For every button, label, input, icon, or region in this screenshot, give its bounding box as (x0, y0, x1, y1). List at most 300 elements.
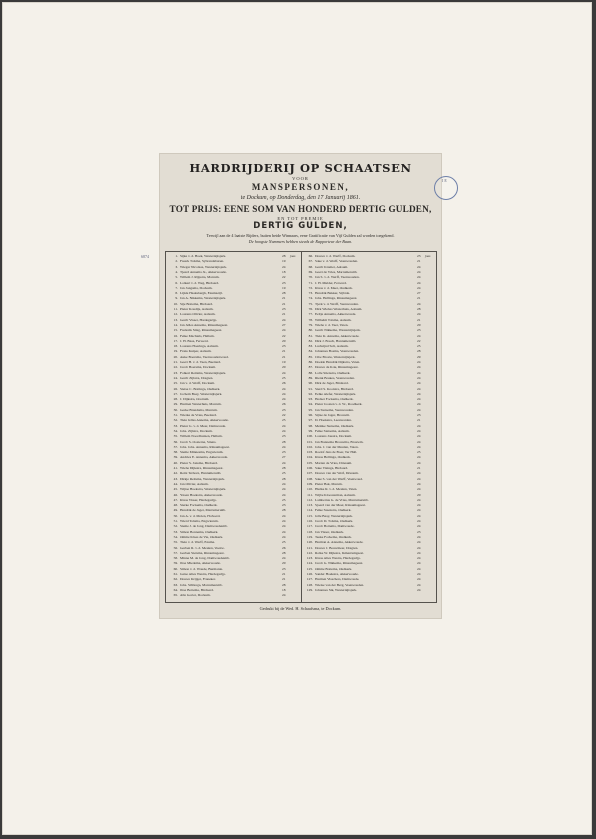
entrant-name: Dirk Wiebes Westerhuis, Aalsum. (315, 307, 363, 311)
entrant-number: 51. (173, 519, 178, 523)
table-row (166, 291, 301, 295)
entrant-name: Omme Bottema, Oudkerk. (315, 566, 353, 571)
entrant-number: 18. (173, 344, 178, 349)
entrant-number: 87. (308, 365, 313, 370)
passe-partout-mat (2, 2, 592, 835)
table-row (301, 270, 436, 274)
entrant-age: 24 (417, 471, 421, 476)
entrant-number: 61. (173, 572, 178, 576)
entrant-number: 79. (308, 322, 313, 327)
entrant-name: Sierd S. Kooistra, Birdaard. (315, 386, 354, 391)
table-row (166, 572, 301, 576)
poster-title: HARDRIJDERIJ OP SCHAATSEN (189, 161, 412, 175)
table-row (166, 466, 301, 470)
entrant-age: 20 (282, 365, 286, 370)
entrant-name: Wijtse Hoekstra, Westernijtsjerk. (180, 487, 227, 492)
entrant-name: Sieme J. de Jong, Damwoudeuitb. (180, 524, 228, 529)
entrant-name: Hielke R. v. d. Meulen, Vaten. (315, 487, 358, 492)
entrant-name: Feike Steenstra, Oudkerk. (315, 508, 352, 513)
entrant-name: Lourens Hoeringa, Aalsum. (180, 344, 219, 349)
entrant-age: 24 (417, 556, 421, 561)
table-row (166, 254, 301, 258)
entrant-name: Jan Bonnema Brouwma, Brouwm. (315, 439, 364, 444)
entrant-name: Johs. Johs. Annema, Rinsumageest. (180, 444, 230, 449)
entrant-age: 21 (282, 572, 286, 576)
entrant-age: 24 (417, 508, 421, 513)
entrant-age: 24 (417, 577, 421, 582)
entrant-number: 4. (175, 269, 178, 274)
entrant-name: Pieter Joosten v. d. W., Roodkerk. (315, 402, 363, 407)
entrant-number: 9. (175, 296, 178, 301)
entrant-name: Gerrit Kramer, Aalsum. (315, 264, 349, 269)
entrant-age: 24 (417, 550, 421, 555)
entrant-number: 126. (306, 572, 313, 576)
table-row (301, 371, 436, 375)
entrant-name: Johannes Sik, Westernijtsjerk. (315, 587, 358, 592)
entrant-name: Gerke Brandsma, Marrum. (180, 407, 218, 412)
table-row (301, 471, 436, 475)
entrant-age: 28 (282, 476, 286, 481)
entrant-age: 24 (417, 386, 421, 391)
table-row (301, 519, 436, 523)
entrant-name: Tjeerd Annema Jz., Akkerwoude. (180, 269, 227, 274)
entrant-number: 86. (308, 360, 313, 364)
entrant-name: Wierke de Vries, Beetterd. (180, 413, 217, 417)
table-row (301, 551, 436, 555)
entrant-age: 25 (282, 540, 286, 545)
entrant-age: 28 (282, 466, 286, 470)
entrants-column-left (166, 252, 302, 602)
entrant-number: 52. (173, 524, 178, 529)
entrant-name: Jacob Bottema, Damwoude. (315, 524, 355, 529)
entrant-number: 23. (173, 370, 178, 375)
entrant-name: Feike Machiels, Hallum. (180, 333, 215, 338)
table-row (301, 477, 436, 481)
entrant-number: 5. (175, 275, 178, 280)
entrant-age: 24 (282, 444, 286, 449)
entrant-number: 90. (308, 381, 313, 386)
table-row (301, 540, 436, 544)
entrant-name: Tiete K. Annema, Akkerwoude. (315, 333, 360, 338)
table-row (301, 376, 436, 380)
entrant-age: 26 (282, 545, 286, 550)
table-row (301, 355, 436, 359)
entrant-number: 19. (173, 349, 178, 354)
entrant-age: 23 (417, 413, 421, 417)
table-row (301, 254, 436, 258)
entrant-age: 24 (282, 492, 286, 497)
entrant-age: 24 (417, 365, 421, 370)
entrant-number: 39. (173, 455, 178, 460)
entrant-number: 56. (173, 545, 178, 550)
entrant-number: 1. (175, 254, 178, 258)
entrant-name: Lijkle Haaksbergh, Ezumazijl. (180, 291, 223, 296)
entrant-name: Roelof Jans de Boer, Ter Hall. (315, 450, 358, 455)
entrant-number: 77. (308, 312, 313, 317)
table-row (166, 339, 301, 343)
entrant-name: Pieter S. Jansma, Birdaard. (180, 460, 218, 465)
entrant-age: 18 (282, 587, 286, 592)
entrant-number: 108. (306, 476, 313, 481)
entrant-number: 27. (173, 391, 178, 396)
entrant-age: 28 (282, 439, 286, 444)
entrant-name: Pieter Bak, Marum. (315, 481, 343, 486)
entrant-number: 88. (308, 370, 313, 375)
entrant-number: 115. (307, 513, 313, 518)
entrant-name: Sake Visinga, Birdaard. (315, 466, 349, 470)
table-row (166, 498, 301, 502)
entrant-name: Jan Olivier, Aalsum. (180, 481, 209, 486)
entrant-name: Wiegar Nicolaas, Westernijtsjerk. (180, 264, 227, 269)
table-row (166, 440, 301, 444)
table-row (166, 556, 301, 560)
table-row (301, 455, 436, 459)
table-row (166, 593, 301, 597)
entrant-name: Wiebe v. d. Veer, Vaten. (315, 322, 349, 327)
entrant-age: 25 (417, 344, 421, 349)
table-row (301, 328, 436, 332)
entrant-age: 24 (417, 402, 421, 407)
entrant-name: Jan Jelles Annema, Rinsumageest. (180, 322, 229, 327)
entrant-number: 36. (173, 439, 178, 444)
entrant-age: 24 (417, 391, 421, 396)
entrant-name: Doekle Hendrik Dijkstra, Vaten. (315, 360, 361, 364)
entrant-number: 8. (175, 291, 178, 296)
entrant-name: Geert de Vries, Marrumeruitb. (315, 269, 358, 274)
entrant-name: Harmen Westerhuis, Marrum. (180, 402, 222, 407)
entrant-age: 27 (417, 291, 421, 296)
entrant-age: 21 (417, 466, 421, 470)
entrant-age: 25 (282, 497, 286, 502)
entrant-number: 103. (306, 450, 313, 455)
entrant-age: 23 (417, 254, 421, 258)
entrant-name: Marten de Vries, Driesum. (315, 460, 353, 465)
table-row (301, 508, 436, 512)
table-row (166, 445, 301, 449)
entrant-age: 20 (282, 338, 286, 343)
date-line: te Dockum, op Donderdag, den 17 Januarij 1861. (240, 195, 361, 201)
entrant-age: 24 (417, 439, 421, 444)
table-row (166, 588, 301, 592)
entrant-name: Cibe Brouw, Westernijtsjerk. (315, 354, 356, 359)
entrant-name: Willem J. Rijpstra, Marrum. (180, 275, 220, 280)
entrant-number: 40. (173, 460, 178, 465)
entrant-number: 120. (306, 540, 313, 545)
entrant-number: 15. (173, 328, 178, 333)
entrant-number: 22. (173, 365, 178, 370)
table-row (166, 551, 301, 555)
entrant-age: 24 (417, 503, 421, 508)
entrant-name: Jitse Miedema, Akkerwoude. (180, 561, 221, 566)
entrant-number: 66. (308, 254, 313, 258)
table-row (301, 296, 436, 300)
entrant-age: 24 (417, 381, 421, 386)
entrant-number: 14. (173, 322, 178, 327)
entrant-name: Douwe v. d. Werff, Dockum. (315, 254, 356, 258)
entrant-name: Jan S. v. d. Werff, Veenwouden. (315, 275, 360, 280)
table-row (301, 339, 436, 343)
entrant-name: Johs. J. van der Meulen, Vaten. (315, 444, 359, 449)
entrant-age: 24 (417, 481, 421, 486)
margin-note-left: 6874 (141, 254, 149, 259)
entrant-number: 116. (307, 519, 313, 523)
entrant-age: 24 (417, 375, 421, 380)
entrant-name: Rolke W. Dijkstra, Ikmarrumgeest. (315, 550, 364, 555)
table-row (166, 429, 301, 433)
entrant-name: Wijbe Kloosterman, Aalsum. (315, 492, 356, 497)
entrant-age: 21 (417, 259, 421, 264)
table-row (301, 344, 436, 348)
entrant-age: 22 (282, 333, 286, 338)
entrant-number: 26. (173, 386, 178, 391)
entrant-age: 24 (417, 460, 421, 465)
entrant-name: Ludwijnd Soli, Aalsum. (315, 344, 349, 349)
entrant-number: 43. (173, 476, 178, 481)
entrant-name: Rienk Boskes, Veenwouden. (315, 375, 355, 380)
entrant-age: 28 (282, 582, 286, 587)
entrant-name: Gerrit Nikkema, Westernijtsjerk. (315, 328, 361, 333)
table-row (166, 349, 301, 353)
entrant-name: D. Hoekstra, Leeuwarden. (315, 418, 352, 423)
entrant-name: Klaas v. d. Meer, Oudkerk. (315, 285, 353, 290)
entrant-name: Jan Jongsma, Dockum. (180, 285, 213, 290)
entrant-age: 25 (282, 375, 286, 380)
entrant-name: Wierd Tolsma, Engwierum. (180, 519, 219, 523)
entrant-age: 24 (417, 264, 421, 269)
table-row (301, 514, 436, 518)
entrant-name: Jan A. v. d. Molen, Holwerd. (180, 513, 221, 518)
table-row (166, 355, 301, 359)
entrant-age: 29 (417, 354, 421, 359)
entrant-number: 78. (308, 317, 313, 322)
table-row (301, 334, 436, 338)
table-row (166, 381, 301, 385)
entrant-number: 17. (173, 338, 178, 343)
table-row (301, 323, 436, 327)
table-row (166, 455, 301, 459)
entrant-number: 28. (173, 397, 178, 402)
entrant-number: 30. (173, 407, 178, 412)
entrant-age: 24 (417, 360, 421, 364)
table-row (301, 365, 436, 369)
entrant-number: 100. (306, 434, 313, 439)
entrant-number: 102. (306, 444, 313, 449)
entrant-age: 23 (282, 280, 286, 285)
entrant-name: Frans Kuiper, Aalsum. (180, 349, 212, 354)
table-row (301, 312, 436, 316)
entrant-name: Omme Klaas de Vie, Oudkerk. (180, 534, 224, 539)
entrant-age: 24 (417, 280, 421, 285)
entrant-name: Simon v. d. Woude, Burmania. (180, 566, 223, 571)
entrant-age: 24 (417, 312, 421, 317)
table-row (301, 450, 436, 454)
entrant-number: 68. (308, 264, 313, 269)
entrant-age: 24 (282, 481, 286, 486)
entrant-name: Lolle Stienstra, Oudkerk. (315, 370, 351, 375)
entrant-number: 45. (173, 487, 178, 492)
table-row (301, 392, 436, 396)
entrant-age: 24 (417, 497, 421, 502)
entrant-age: 19 (282, 259, 286, 264)
entrants-table (165, 251, 437, 603)
entrant-age: 27 (282, 455, 286, 460)
entrant-number: 127. (306, 577, 313, 582)
entrant-number: 55. (173, 540, 178, 545)
entrant-number: 110. (307, 487, 313, 492)
entrant-number: 83. (308, 344, 313, 349)
prize-line: TOT PRIJS: EENE SOM VAN HONDERD DERTIG GULDEN, (169, 204, 432, 214)
entrant-name: Jan A. Nikkema, Westernijtsjerk. (180, 296, 227, 301)
entrant-age: 23 (417, 328, 421, 333)
entrant-number: 106. (306, 466, 313, 470)
entrant-name: Alle Gorter, Dockum. (180, 593, 211, 598)
entrant-age: 23 (417, 529, 421, 534)
age-header: jaar. (290, 254, 296, 258)
entrant-age: 24 (417, 423, 421, 428)
table-row (166, 371, 301, 375)
entrant-age: 23 (282, 450, 286, 455)
table-row (301, 302, 436, 306)
entrant-age: 23 (282, 434, 286, 439)
entrant-name: Willem Noordhuizen, Hallum. (180, 434, 223, 439)
entrant-age: 24 (282, 397, 286, 402)
entrant-number: 65. (173, 593, 178, 598)
entrant-name: Eelke Alefer, Westernijtsjerk. (315, 391, 357, 396)
entrant-number: 129. (306, 587, 313, 592)
entrant-name: Sijtse de Jager, Brouwm. (315, 413, 350, 417)
entrant-number: 91. (308, 386, 313, 391)
entrant-age: 24 (417, 524, 421, 529)
entrant-name: Sjoerd van der Meer, Rinsumageest. (315, 503, 366, 508)
entrant-number: 98. (308, 423, 313, 428)
entrant-age: 24 (417, 582, 421, 587)
table-row (166, 583, 301, 587)
entrant-age: 24 (417, 407, 421, 412)
entrant-age: 24 (417, 333, 421, 338)
entrant-number: 76. (308, 307, 313, 311)
table-row (166, 265, 301, 269)
entrant-age: 21 (282, 312, 286, 317)
entrant-age: 24 (417, 428, 421, 433)
entrant-number: 21. (173, 360, 178, 364)
entrant-number: 69. (308, 269, 313, 274)
entrant-name: Gerrit Visser, Hardegarijp. (180, 317, 218, 322)
table-row (166, 530, 301, 534)
table-row (166, 275, 301, 279)
premie-amount: DERTIG GULDEN, (253, 221, 348, 231)
table-row (166, 461, 301, 465)
entrant-age: 24 (282, 391, 286, 396)
table-row (166, 318, 301, 322)
entrant-name: Jacob D. Tolsma, Oudkerk. (315, 519, 354, 523)
entrant-age: 24 (282, 519, 286, 523)
table-row (166, 397, 301, 401)
table-row (166, 503, 301, 507)
entrant-age: 24 (282, 529, 286, 534)
table-row (301, 503, 436, 507)
entrant-name: Jan Visser, Oudkerk. (315, 529, 344, 534)
table-row (166, 307, 301, 311)
entrant-name: Tiete Jelles Annema, Akkerwoude. (180, 418, 229, 423)
entrant-name: Dirk de Jager, Birdaard. (315, 381, 349, 386)
entrant-age: 18 (282, 269, 286, 274)
entrant-name: Sander Hoekstra, Akkerwoude. (315, 572, 359, 576)
entrant-number: 123. (306, 556, 313, 561)
entrant-name: Wilhelm Tolsma, Aalsum. (315, 317, 352, 322)
entrant-number: 82. (308, 338, 313, 343)
entrant-age: 24 (282, 556, 286, 561)
entrant-age: 21 (417, 296, 421, 301)
table-row (301, 418, 436, 422)
entrant-age: 28 (417, 307, 421, 311)
entrant-number: 16. (173, 333, 178, 338)
entrant-name: Jan v. d. Werff, Dockum. (180, 381, 215, 386)
entrant-name: Douwe van der Werf, Driesum. (315, 471, 359, 476)
entrant-number: 117. (307, 524, 313, 529)
table-row (301, 546, 436, 550)
table-row (166, 392, 301, 396)
entrant-number: 92. (308, 391, 313, 396)
entrant-age: 24 (417, 587, 421, 592)
entrant-age: 21 (282, 354, 286, 359)
entrant-age: 24 (282, 460, 286, 465)
entrant-number: 74. (308, 296, 313, 301)
entrant-name: Harmen Visschers, Damwoude. (315, 577, 360, 582)
table-row (301, 413, 436, 417)
entrant-age: 24 (282, 513, 286, 518)
entrant-name: Jan Sietsema, Veenwouden. (315, 407, 354, 412)
entrant-number: 121. (306, 545, 313, 550)
entrant-number: 13. (173, 317, 178, 322)
entrant-age: 21 (417, 418, 421, 423)
entrant-name: Pieter G. v. d. Meer, Damwoude. (180, 423, 227, 428)
entrant-number: 109. (306, 481, 313, 486)
entrant-name: Gerben R. v. d. Meulen, Veenw. (180, 545, 225, 550)
entrant-age: 28 (417, 349, 421, 354)
entrants-column-right (301, 252, 436, 602)
entrant-age: 24 (417, 444, 421, 449)
entrant-name: J. H. Baas, Ferwerd. (180, 338, 209, 343)
entrant-name: Lourens Joustra, Dockum. (315, 434, 352, 439)
entrant-number: 111. (307, 492, 313, 497)
entrant-name: Sake S. van der Werff, Veenwoud. (315, 476, 363, 481)
entrant-name: Klaas Visser, Hardegarijp. (180, 497, 217, 502)
entrant-age: 24 (417, 476, 421, 481)
table-row (301, 588, 436, 592)
entrant-name: Jacob S. Oosterna, Stiens. (180, 439, 217, 444)
entrant-number: 12. (173, 312, 178, 317)
entrant-number: 119. (307, 534, 313, 539)
table-row (301, 535, 436, 539)
entrant-age: 24 (417, 572, 421, 576)
entrant-age: 26 (282, 402, 286, 407)
entrant-number: 11. (173, 307, 178, 311)
entrant-name: Eeltje Annema, Akkerwoude. (315, 312, 357, 317)
table-row (301, 259, 436, 263)
entrant-name: Hedser Fockema, Oudkerk. (315, 397, 354, 402)
entrant-age: 24 (417, 487, 421, 492)
table-row (166, 577, 301, 581)
entrant-name: Jochem Baay, Westernijtsjerk. (180, 391, 223, 396)
entrant-number: 94. (308, 402, 313, 407)
entrant-number: 60. (173, 566, 178, 571)
entrant-age: 24 (417, 275, 421, 280)
table-row (301, 408, 436, 412)
age-header: jaar. (425, 254, 431, 258)
entrant-number: 6. (175, 280, 178, 285)
entrant-number: 70. (308, 275, 313, 280)
table-row (301, 561, 436, 565)
